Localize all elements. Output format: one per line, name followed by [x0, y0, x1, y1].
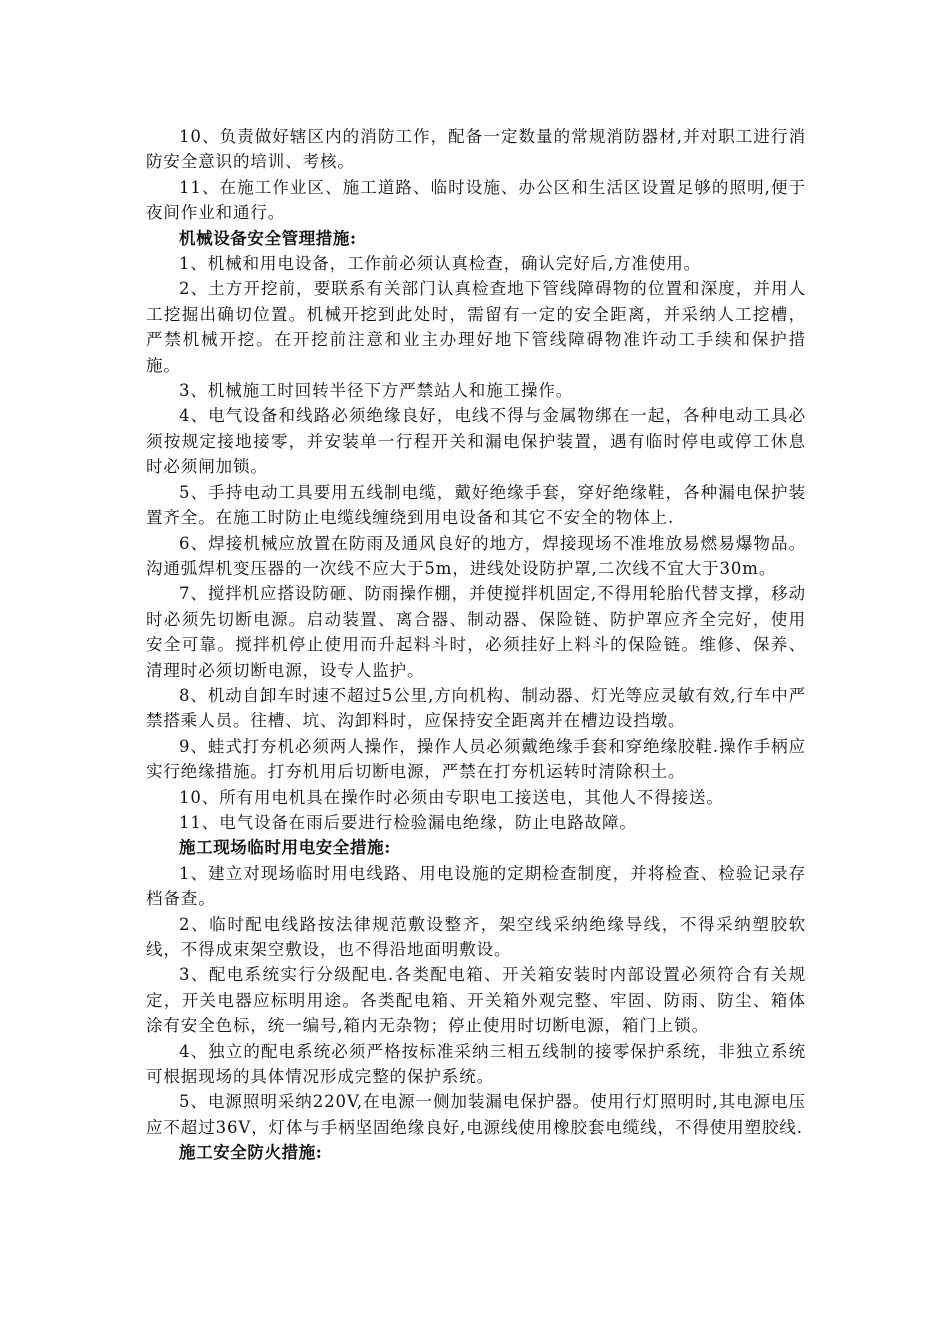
section-heading-machinery: 机械设备安全管理措施: — [179, 228, 357, 248]
paragraph-machinery-3: 3、机械施工时回转半径下方严禁站人和施工操作。 — [179, 381, 574, 401]
paragraph-machinery-6: 6、焊接机械应放置在防雨及通风良好的地方，焊接现场不准堆放易燃易爆物品。沟通弧焊机变压器的一次线不应大于5m，进线处设防护罩,二次线不宜大于30m。 — [146, 533, 806, 578]
paragraph-machinery-4: 4、电气设备和线路必须绝缘良好，电线不得与金属物绑在一起，各种电动工具必须按规定接地接零，并安装单一行程开关和漏电保护装置，遇有临时停电或停工休息时必须闸加锁。 — [146, 406, 806, 477]
paragraph-machinery-5: 5、手持电动工具要用五线制电缆，戴好绝缘手套，穿好绝缘鞋，各种漏电保护装置齐全。在施工时防止电缆线缠绕到用电设备和其它不安全的物体上. — [146, 482, 806, 528]
paragraph-machinery-2: 2、土方开挖前，要联系有关部门认真检查地下管线障碍物的位置和深度，并用人工挖掘出确切位置。机械开挖到此处时，需留有一定的安全距离，并采纳人工挖槽，严禁机械开挖。在开挖前注意和业主办理好地下管线障碍物准许动工手续和保护措施。 — [146, 279, 806, 375]
paragraph-power-5: 5、电源照明采纳220V,在电源一侧加装漏电保护器。使用行灯照明时,其电源电压应不超过36V，灯体与手柄坚固绝缘良好,电源线使用橡胶套电缆线，不得使用塑胶线. — [146, 1092, 806, 1137]
section-heading-fire-prevention: 施工安全防火措施: — [179, 1143, 323, 1163]
paragraph-fire-duty: 10、负责做好辖区内的消防工作，配备一定数量的常规消防器材,并对职工进行消防安全意识的培训、考核。 — [146, 127, 806, 172]
paragraph-power-2: 2、临时配电线路按法律规范敷设整齐，架空线采纳绝缘导线，不得采纳塑胶软线，不得成束架空敷设，也不得沿地面明敷设。 — [146, 914, 806, 959]
paragraph-lighting: 11、在施工作业区、施工道路、临时设施、办公区和生活区设置足够的照明,便于夜间作业和通行。 — [146, 177, 806, 223]
paragraph-machinery-7: 7、搅拌机应搭设防砸、防雨操作棚，并使搅拌机固定,不得用轮胎代替支撑，移动时必须先切断电源。启动装置、离合器、制动器、保险链、防护罩应齐全完好，使用安全可靠。搅拌机停止使用而升起料斗时，必须挂好上料斗的保险链。维修、保养、清理时必须切断电源，设专人监护。 — [146, 584, 806, 680]
document-body — [146, 124, 806, 1166]
paragraph-power-3: 3、配电系统实行分级配电.各类配电箱、开关箱安装时内部设置必须符合有关规定，开关电器应标明用途。各类配电箱、开关箱外观完整、牢固、防雨、防尘、箱体涂有安全色标，统一编号,箱内无杂物；停止使用时切断电源，箱门上锁。 — [146, 965, 806, 1036]
paragraph-machinery-11: 11、电气设备在雨后要进行检验漏电绝缘，防止电路故障。 — [179, 812, 637, 832]
paragraph-machinery-8: 8、机动自卸车时速不超过5公里,方向机构、制动器、灯光等应灵敏有效,行车中严禁搭乘人员。往槽、坑、沟卸料时，应保持安全距离并在槽边设挡墩。 — [146, 685, 806, 731]
paragraph-power-1: 1、建立对现场临时用电线路、用电设施的定期检查制度，并将检查、检验记录存档备查。 — [146, 863, 806, 909]
paragraph-machinery-10: 10、所有用电机具在操作时必须由专职电工接送电，其他人不得接送。 — [179, 787, 724, 807]
paragraph-power-4: 4、独立的配电系统必须严格按标准采纳三相五线制的接零保护系统，非独立系统可根据现场的具体情况形成完整的保护系统。 — [146, 1041, 806, 1087]
paragraph-machinery-9: 9、蛙式打夯机必须两人操作，操作人员必须戴绝缘手套和穿绝缘胶鞋.操作手柄应实行绝缘措施。打夯机用后切断电源，严禁在打夯机运转时清除积土。 — [146, 736, 806, 782]
paragraph-machinery-1: 1、机械和用电设备，工作前必须认真检查，确认完好后,方准使用。 — [179, 254, 702, 274]
section-heading-temporary-power: 施工现场临时用电安全措施: — [179, 838, 391, 858]
